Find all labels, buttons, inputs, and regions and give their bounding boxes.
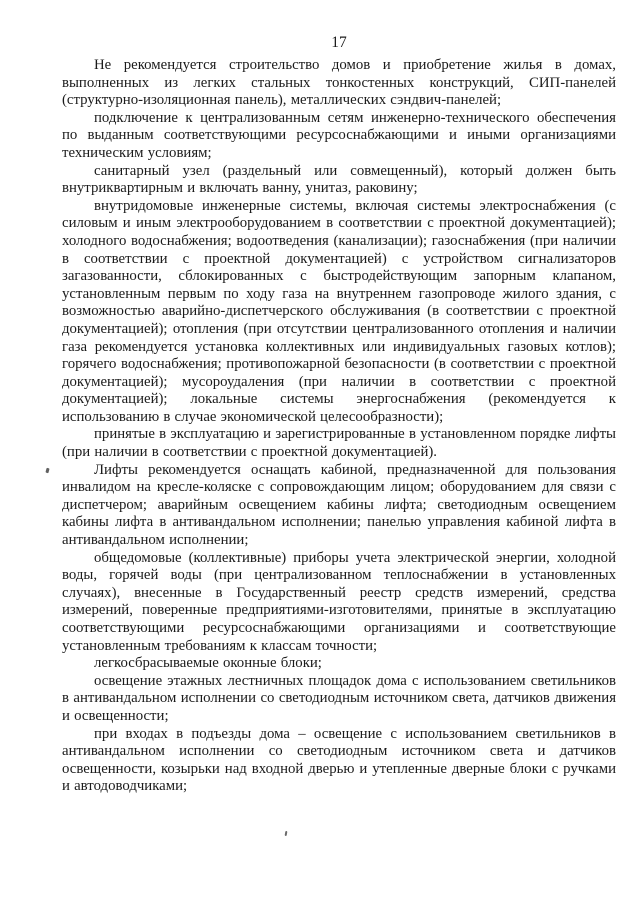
page-number: 17 <box>331 34 347 51</box>
page-content <box>62 57 616 796</box>
paragraph: при входах в подъезды дома – освещение с использованием светильников в антивандальном исполнении со светодиодным источником света и датчиков освещенности, козырьки над входной дверью и утепленные дверные блоки с ручками и автодоводчиками; <box>62 725 616 795</box>
paragraph: общедомовые (коллективные) приборы учета электрической энергии, холодной воды, горячей воды (при централизованном теплоснабжении в установленных случаях), внесенные в Государственный реестр средств измерений, средства измерений, поверенные предприятиями-изготовителями, принятые в эксплуатацию соответствующими ресурсоснабжающими организациями и соответствующие установленным требованиям к классам точности; <box>62 549 616 654</box>
paragraph: внутридомовые инженерные системы, включая системы электроснабжения (с силовым и иным электрооборудованием в соответствии с проектной документацией); холодного водоснабжения; водоотведения (канализации); газоснабжения (при наличии в соответствии с проектной документацией) с устройством сигнализаторов загазованности, сблокированных с быстродействующим запорным клапаном, установленным первым по ходу газа на внутреннем газопроводе жилого здания, с возможностью аварийно-диспетчерского обслуживания (в соответствии с проектной документацией); отопления (при отсутствии централизованного отопления и наличии газа рекомендуется установка коллективных или индивидуальных газовых котлов); горячего водоснабжения; противопожарной безопасности (в соответствии с проектной документацией); мусороудаления (при наличии в соответствии с проектной документацией); локальные системы энергоснабжения (рекомендуется к использованию в случае экономической целесообразности); <box>62 197 616 425</box>
paragraph: легкосбрасываемые оконные блоки; <box>94 655 322 672</box>
paragraph: Лифты рекомендуется оснащать кабиной, предназначенной для пользования инвалидом на кресле-коляске с сопровождающим лицом; оборудованием для связи с диспетчером; аварийным освещением кабины лифта; светодиодным освещением кабины лифта в антивандальном исполнении; панелью управления кабиной лифта в антивандальном исполнении; <box>62 461 616 549</box>
paragraph: Не рекомендуется строительство домов и приобретение жилья в домах, выполненных из легких стальных тонкостенных конструкций, СИП-панелей (структурно-изоляционная панель), металлических сэндвич-панелей; <box>62 57 616 109</box>
scan-speck <box>45 468 49 474</box>
paragraph: санитарный узел (раздельный или совмещенный), который должен быть внутриквартирным и включать ванну, унитаз, раковину; <box>62 162 616 197</box>
scan-speck <box>285 831 288 836</box>
paragraph: освещение этажных лестничных площадок дома с использованием светильников в антивандальном исполнении со светодиодным источником света, датчиков движения и освещенности; <box>62 672 616 724</box>
paragraph: принятые в эксплуатацию и зарегистрированные в установленном порядке лифты (при наличии в соответствии с проектной документацией). <box>62 426 616 461</box>
paragraph: подключение к централизованным сетям инженерно-технического обеспечения по выданным соответствующими ресурсоснабжающими и иными организациями техническим условиям; <box>62 109 616 161</box>
